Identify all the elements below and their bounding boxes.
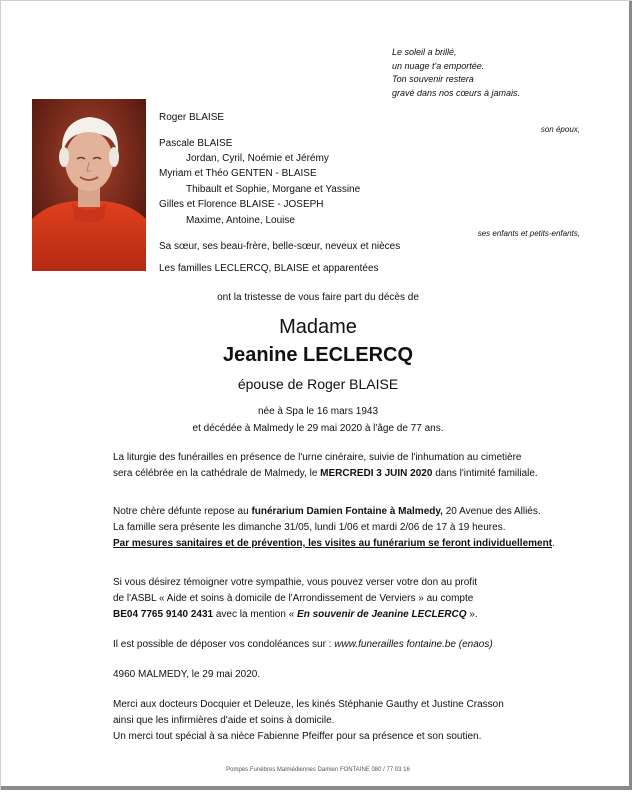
thanks-line: Merci aux docteurs Docquier et Deleuze, les kinés Stéphanie Gauthy et Justine Crasson xyxy=(113,699,504,710)
liturgy-paragraph xyxy=(113,450,538,482)
condolences-line: Il est possible de déposer vos condoléances sur : www.funerailles fontaine.be (enaos) xyxy=(113,639,493,650)
birth-info: née à Spa le 16 mars 1943 xyxy=(257,406,379,417)
poem-line: Le soleil a brillé, xyxy=(392,47,457,57)
grandchildren-names: Jordan, Cyril, Noémie et Jérémy xyxy=(186,153,329,164)
funeral-home: funérarium Damien Fontaine à Malmedy, xyxy=(251,506,443,517)
spouse-name: Roger BLAISE xyxy=(159,112,225,123)
visit-line: Notre chère défunte repose au funérarium Damien Fontaine à Malmedy, 20 Avenue des Alliés. xyxy=(113,506,541,517)
child-name: Pascale BLAISE xyxy=(159,138,233,149)
death-info: et décédée à Malmedy le 29 mai 2020 à l'âge de 77 ans. xyxy=(192,423,444,434)
donation-line: BE04 7765 9140 2431 avec la mention « En souvenir de Jeanine LECLERCQ ». xyxy=(113,609,478,620)
families-line: Les familles LECLERCQ, BLAISE et apparentées xyxy=(159,263,379,274)
donation-line: de l'ASBL « Aide et soins à domicile de l'Arrondissement de Verviers » au compte xyxy=(113,593,474,604)
children-role: ses enfants et petits-enfants, xyxy=(477,229,580,238)
deceased-name: Jeanine LECLERCQ xyxy=(222,344,414,366)
child-name: Myriam et Théo GENTEN - BLAISE xyxy=(159,168,317,179)
bank-account: BE04 7765 9140 2431 xyxy=(113,609,214,620)
thanks-line: ainsi que les infirmières d'aide et soins à domicile. xyxy=(113,715,335,726)
poem-line: un nuage t'a emportée. xyxy=(392,60,485,71)
siblings-line: Sa sœur, ses beau-frère, belle-sœur, neveux et nièces xyxy=(159,241,401,252)
page-border-top xyxy=(0,0,632,1)
announcement-intro: ont la tristesse de vous faire part du décès de xyxy=(217,292,419,303)
place-date: 4960 MALMEDY, le 29 mai 2020. xyxy=(113,669,261,680)
portrait-photo xyxy=(32,99,146,271)
liturgy-line: sera célébrée en la cathédrale de Malmedy, le MERCREDI 3 JUIN 2020 dans l'intimité familiale. xyxy=(113,468,538,479)
thanks-paragraph xyxy=(113,697,504,745)
funeral-date: MERCREDI 3 JUIN 2020 xyxy=(320,468,433,479)
spouse-role: son époux, xyxy=(540,125,580,134)
donation-mention: En souvenir de Jeanine LECLERCQ xyxy=(297,609,467,620)
visit-paragraph xyxy=(113,504,555,552)
donation-line: Si vous désirez témoigner votre sympathie, vous pouvez verser votre don au profit xyxy=(113,577,478,588)
deceased-title: Madame xyxy=(279,316,357,338)
footer: Pompes Funèbres Malmédiennes Damien FONTAINE 080 / 77 03 16 xyxy=(226,767,410,773)
spouse-of: épouse de Roger BLAISE xyxy=(237,376,399,392)
grandchildren-names: Maxime, Antoine, Louise xyxy=(186,215,295,226)
poem xyxy=(392,46,520,100)
poem-line: gravé dans nos cœurs à jamais. xyxy=(392,87,521,98)
page-border-left xyxy=(0,0,1,790)
liturgy-line: La liturgie des funérailles en présence de l'urne cinéraire, suivie de l'inhumation au cimetière xyxy=(113,452,522,463)
visit-line: La famille sera présente les dimanche 31/05, lundi 1/06 et mardi 2/06 de 17 à 19 heures. xyxy=(113,522,506,533)
portrait-image xyxy=(32,99,146,271)
visit-line: Par mesures sanitaires et de prévention, les visites au funérarium se feront individuellement. xyxy=(113,538,555,549)
child-name: Gilles et Florence BLAISE - JOSEPH xyxy=(159,199,324,210)
poem-line: Ton souvenir restera xyxy=(392,74,474,84)
sanitary-notice: Par mesures sanitaires et de prévention, les visites au funérarium se feront individuellement xyxy=(113,538,553,549)
donation-paragraph xyxy=(113,575,478,623)
grandchildren-names: Thibault et Sophie, Morgane et Yassine xyxy=(186,184,361,195)
thanks-line: Un merci tout spécial à sa nièce Fabienne Pfeiffer pour sa présence et son soutien. xyxy=(113,731,482,742)
condolences-website[interactable]: www.funerailles fontaine.be (enaos) xyxy=(334,639,493,650)
